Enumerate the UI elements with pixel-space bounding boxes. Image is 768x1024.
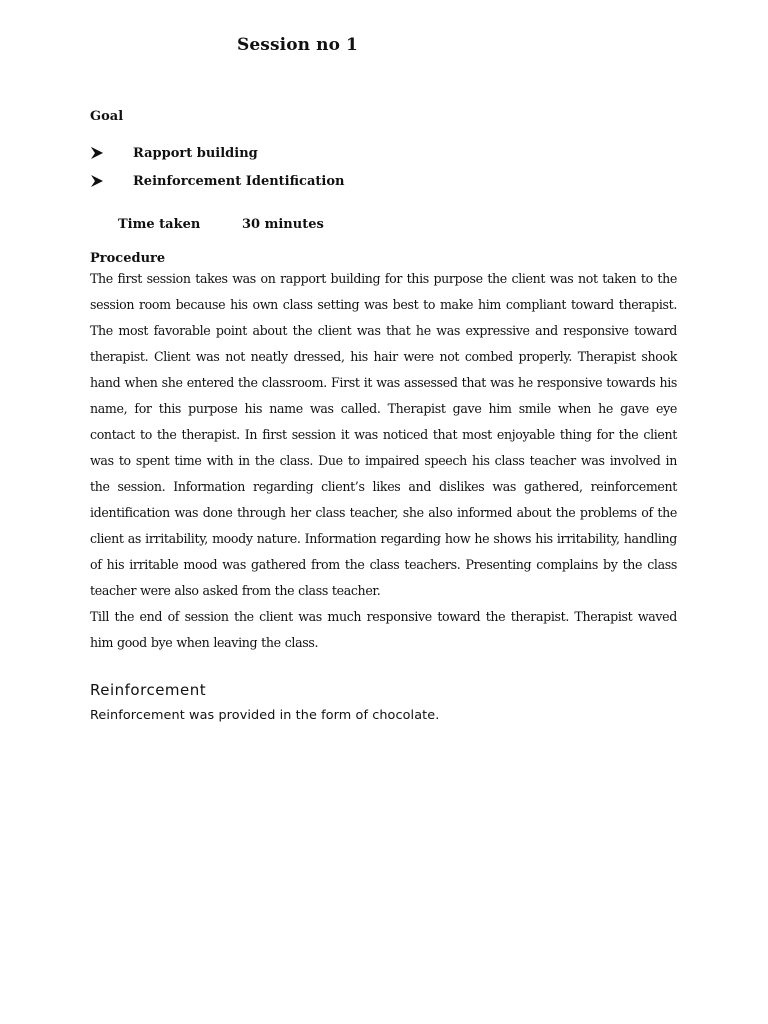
arrowhead-bullet-icon: [90, 174, 104, 188]
goal-item-label: Reinforcement Identification: [133, 174, 345, 189]
goal-item: [90, 145, 510, 173]
goal-heading: Goal: [90, 109, 124, 124]
page-title: Session no 1: [237, 35, 358, 55]
procedure-paragraph: The first session takes was on rapport building for this purpose the client was not taken to the session room because his own class setting was best to make him compliant toward therapist. The most favorable point about the client was that he was expressive and responsive toward therapist. Client was not neatly dressed, his hair were not combed properly. Therapist shook hand when she entered the classroom. First it was assessed that was he responsive towards his name, for this purpose his name was called. Therapist gave him smile when he gave eye contact to the therapist. In first session it was noticed that most enjoyable thing for the client was to spent time with in the class. Due to impaired speech his class teacher was involved in the session. Information regarding client’s likes and dislikes was gathered, reinforcement identification was done through her class teacher, she also informed about the problems of the client as irritability, moody nature. Information regarding how he shows his irritability, handling of his irritable mood was gathered from the class teachers. Presenting complains by the class teacher were also asked from the class teacher.: [90, 271, 677, 598]
reinforcement-heading: Reinforcement: [90, 681, 207, 699]
goal-item: [90, 173, 510, 201]
procedure-heading: Procedure: [90, 251, 166, 266]
goal-item-label: Rapport building: [133, 146, 258, 161]
procedure-body: [90, 266, 677, 656]
arrowhead-bullet-icon: [90, 146, 104, 160]
time-taken-value: 30 minutes: [242, 217, 324, 232]
time-taken-row: [118, 217, 324, 232]
time-taken-label: Time taken: [118, 217, 201, 232]
procedure-paragraph: Till the end of session the client was much responsive toward the therapist. Therapist waved him good bye when leaving the class.: [90, 609, 677, 650]
reinforcement-text: Reinforcement was provided in the form of chocolate.: [90, 708, 440, 723]
goal-list: [90, 145, 510, 201]
